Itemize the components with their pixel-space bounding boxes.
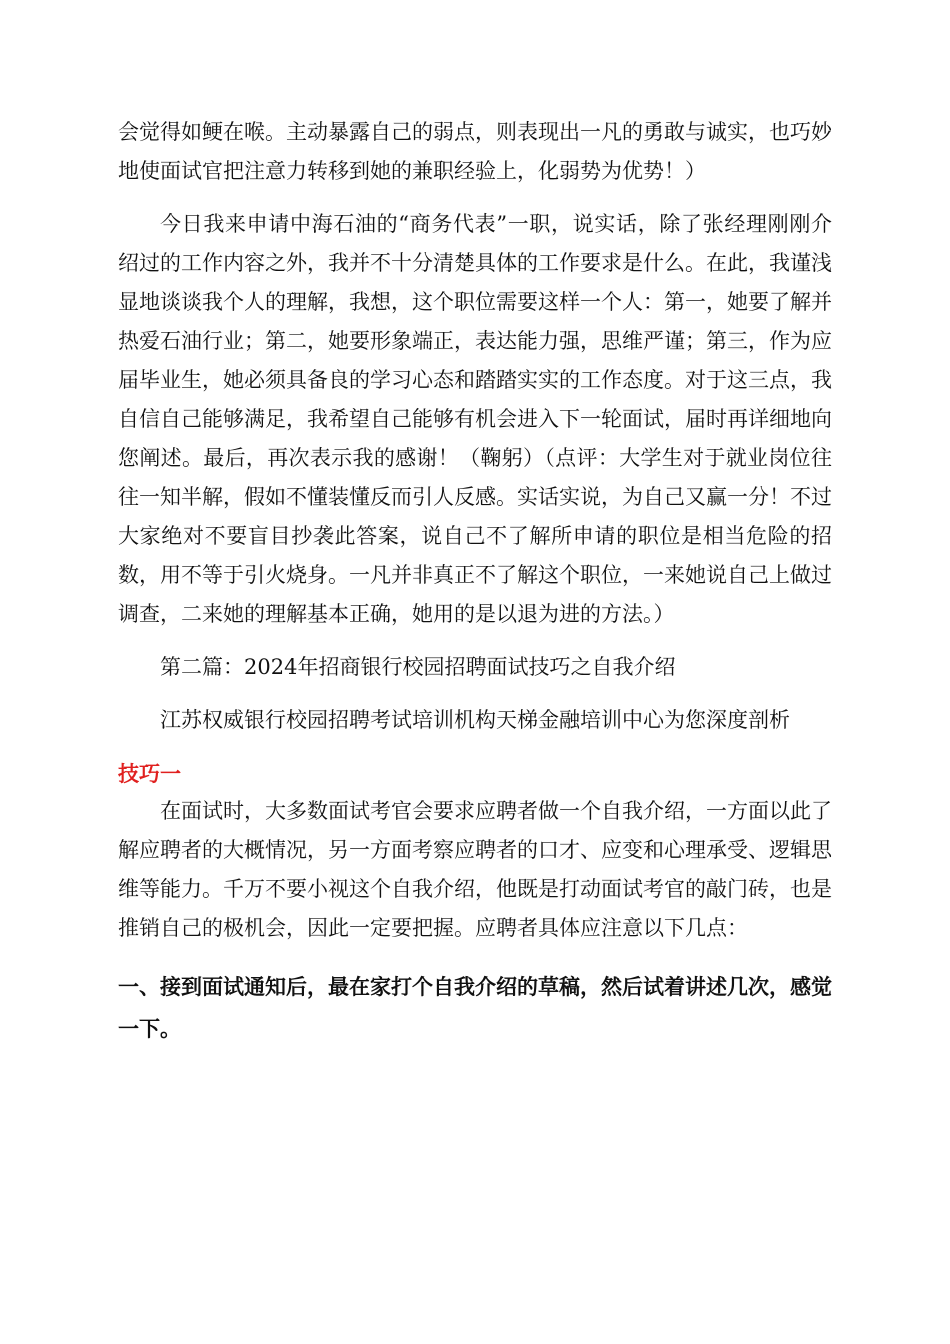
point-1: 一、接到面试通知后，最在家打个自我介绍的草稿，然后试着讲述几次，感觉一下。 (118, 975, 832, 1041)
subtitle-line: 江苏权威银行校园招聘考试培训机构天梯金融培训中心为您深度剖析 (160, 708, 790, 732)
paragraph-1: 会觉得如鲠在喉。主动暴露自己的弱点，则表现出一凡的勇敢与诚实，也巧妙地使面试官把注意力转移到她的兼职经验上，化弱势为优势！） (118, 120, 832, 183)
section-title: 第二篇：2024年招商银行校园招聘面试技巧之自我介绍 (160, 655, 676, 679)
paragraph-2: 今日我来申请中海石油的“商务代表”一职，说实话，除了张经理刚刚介绍过的工作内容之外，我并不十分清楚具体的工作要求是什么。在此，我谨浅显地谈谈我个人的理解，我想，这个职位需要这样一个人：第一，她要了解并热爱石油行业；第二，她要形象端正，表达能力强，思维严谨；第三，作为应届毕业生，她必须具备良的学习心态和踏踏实实的工作态度。对于这三点，我自信自己能够满足，我希望自己能够有机会进入下一轮面试，届时再详细地向您阐述。最后，再次表示我的感谢！（鞠躬）（点评：大学生对于就业岗位往往一知半解，假如不懂装懂反而引人反感。实话实说，为自己又赢一分！不过大家绝对不要盲目抄袭此答案，说自己不了解所申请的职位是相当危险的招数，用不等于引火烧身。一凡并非真正不了解这个职位，一来她说自己上做过调查，二来她的理解基本正确，她用的是以退为进的方法。） (118, 212, 832, 626)
tip-heading: 技巧一 (118, 762, 181, 786)
document-body (118, 113, 832, 1050)
paragraph-3: 在面试时，大多数面试考官会要求应聘者做一个自我介绍，一方面以此了解应聘者的大概情况，另一方面考察应聘者的口才、应变和心理承受、逻辑思维等能力。千万不要小视这个自我介绍，他既是打动面试考官的敲门砖，也是推销自己的极机会，因此一定要把握。应聘者具体应注意以下几点： (118, 799, 832, 940)
